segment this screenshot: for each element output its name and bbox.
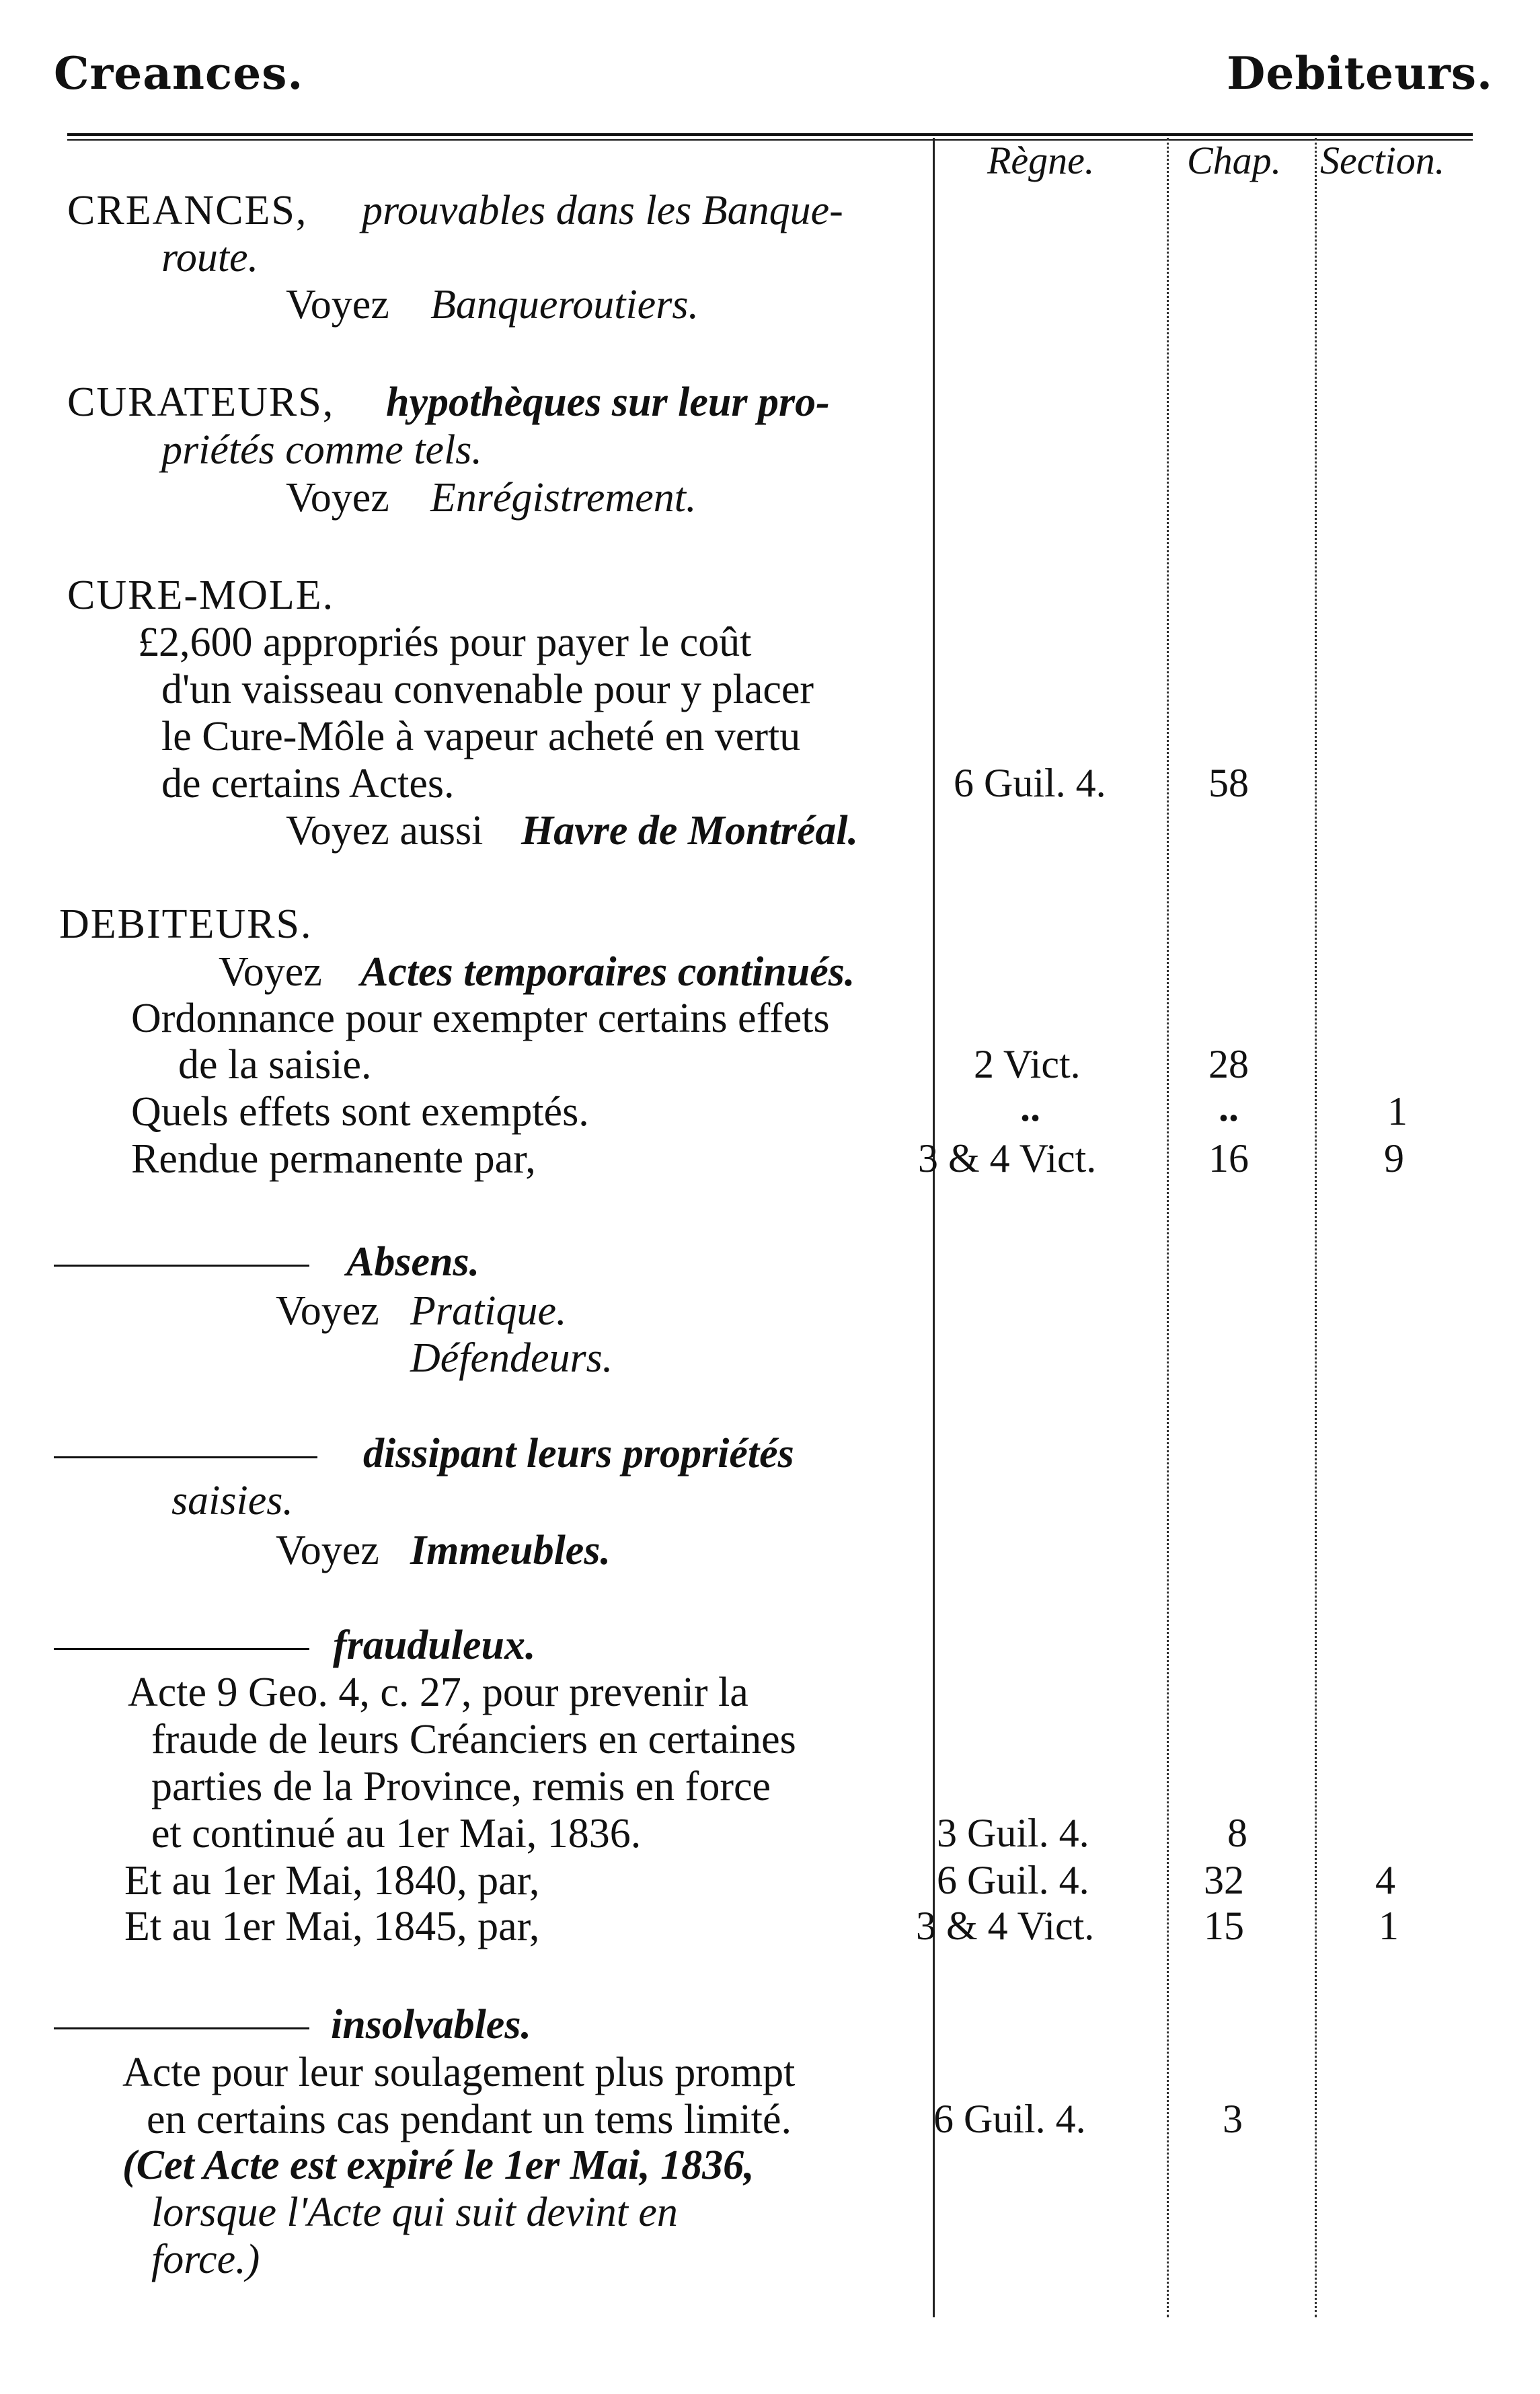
entry-desc-line: route. xyxy=(161,235,259,280)
cross-reference: Enrégistrement. xyxy=(430,475,697,521)
repeat-dash xyxy=(54,1456,317,1458)
body-line: fraude de leurs Créanciers en certaines xyxy=(151,1717,796,1762)
running-header-left: Creances. xyxy=(54,47,304,100)
body-line: Acte 9 Geo. 4, c. 27, pour prevenir la xyxy=(128,1670,748,1715)
entry-desc-line: priétés comme tels. xyxy=(161,427,482,473)
chap-cell: .. xyxy=(1219,1085,1239,1129)
entry-desc-line: hypothèques sur leur pro- xyxy=(386,379,830,425)
regne-cell: 2 Vict. xyxy=(974,1042,1081,1086)
body-line: Et au 1er Mai, 1845, par, xyxy=(124,1904,540,1949)
subentry-title: saisies. xyxy=(171,1478,293,1524)
column-rule-chap xyxy=(1315,138,1317,2317)
regne-cell: 3 Guil. 4. xyxy=(937,1811,1089,1855)
entry-heading-curateurs: CURATEURS, xyxy=(67,379,335,425)
column-heading-regne: Règne. xyxy=(987,139,1095,182)
chap-cell: 15 xyxy=(1204,1904,1244,1948)
body-line: Rendue permanente par, xyxy=(131,1136,536,1182)
body-line: le Cure-Môle à vapeur acheté en vertu xyxy=(161,714,801,759)
section-cell: 1 xyxy=(1387,1089,1408,1133)
cross-reference: Havre de Montréal. xyxy=(521,808,859,854)
body-line: parties de la Province, remis en force xyxy=(151,1764,771,1809)
see-label: Voyez xyxy=(276,1288,379,1334)
note-line: force.) xyxy=(151,2237,260,2282)
column-rule-text xyxy=(933,138,935,2317)
column-heading-chap: Chap. xyxy=(1187,139,1282,182)
chap-cell: 58 xyxy=(1208,761,1249,805)
column-rule-regne xyxy=(1167,138,1169,2317)
section-cell: 4 xyxy=(1375,1858,1395,1902)
regne-cell: 6 Guil. 4. xyxy=(933,2097,1086,2141)
repeat-dash xyxy=(54,1265,309,1267)
chap-cell: 8 xyxy=(1227,1811,1247,1855)
regne-cell: 3 & 4 Vict. xyxy=(916,1904,1095,1948)
body-line: Ordonnance pour exempter certains effets xyxy=(131,996,830,1041)
entry-desc-line: prouvables dans les Banque- xyxy=(362,188,843,233)
body-line: et continué au 1er Mai, 1836. xyxy=(151,1811,642,1857)
regne-cell: 3 & 4 Vict. xyxy=(918,1136,1097,1181)
repeat-dash xyxy=(54,2027,309,2029)
chap-cell: 32 xyxy=(1204,1858,1244,1902)
entry-heading-debiteurs: DEBITEURS. xyxy=(59,901,313,947)
cross-reference: Banqueroutiers. xyxy=(430,282,699,328)
see-label: Voyez xyxy=(286,475,389,521)
see-label: Voyez xyxy=(286,282,389,328)
entry-heading-creances: CREANCES, xyxy=(67,188,308,233)
body-line: Quels effets sont exemptés. xyxy=(131,1089,589,1135)
body-line: de certains Actes. xyxy=(161,761,455,807)
body-line: en certains cas pendant un tems limité. xyxy=(147,2097,792,2142)
regne-cell: 6 Guil. 4. xyxy=(954,761,1106,805)
subentry-title: dissipant leurs propriétés xyxy=(363,1431,794,1476)
cross-reference: Immeubles. xyxy=(410,1528,611,1573)
chap-cell: 16 xyxy=(1208,1136,1249,1181)
regne-cell: 6 Guil. 4. xyxy=(937,1858,1089,1902)
cross-reference: Pratique. xyxy=(410,1288,567,1334)
body-line: Acte pour leur soulagement plus prompt xyxy=(122,2050,796,2095)
body-line: Et au 1er Mai, 1840, par, xyxy=(124,1858,540,1904)
regne-cell: .. xyxy=(1020,1085,1040,1129)
subentry-title: Absens. xyxy=(346,1239,480,1285)
cross-reference: Actes temporaires continués. xyxy=(360,949,855,995)
section-cell: 1 xyxy=(1379,1904,1399,1948)
see-label: Voyez xyxy=(276,1528,379,1573)
see-label: Voyez aussi xyxy=(286,808,484,854)
body-line: d'un vaisseau convenable pour y placer xyxy=(161,667,814,712)
section-cell: 9 xyxy=(1384,1136,1404,1181)
column-heading-section: Section. xyxy=(1320,139,1445,182)
note-line: lorsque l'Acte qui suit devint en xyxy=(151,2190,678,2235)
cross-reference: Défendeurs. xyxy=(410,1335,613,1381)
header-rule xyxy=(67,133,1473,136)
subentry-title: insolvables. xyxy=(331,2002,531,2048)
body-line: de la saisie. xyxy=(178,1042,372,1088)
body-line: £2,600 appropriés pour payer le coût xyxy=(138,620,752,665)
chap-cell: 28 xyxy=(1208,1042,1249,1086)
chap-cell: 3 xyxy=(1223,2097,1243,2141)
entry-heading-cure-mole: CURE-MOLE. xyxy=(67,572,335,618)
see-label: Voyez xyxy=(219,949,322,995)
subentry-title: frauduleux. xyxy=(333,1622,536,1668)
running-header-right: Debiteurs. xyxy=(1227,47,1493,100)
note-line: (Cet Acte est expiré le 1er Mai, 1836, xyxy=(122,2142,755,2188)
repeat-dash xyxy=(54,1648,309,1650)
